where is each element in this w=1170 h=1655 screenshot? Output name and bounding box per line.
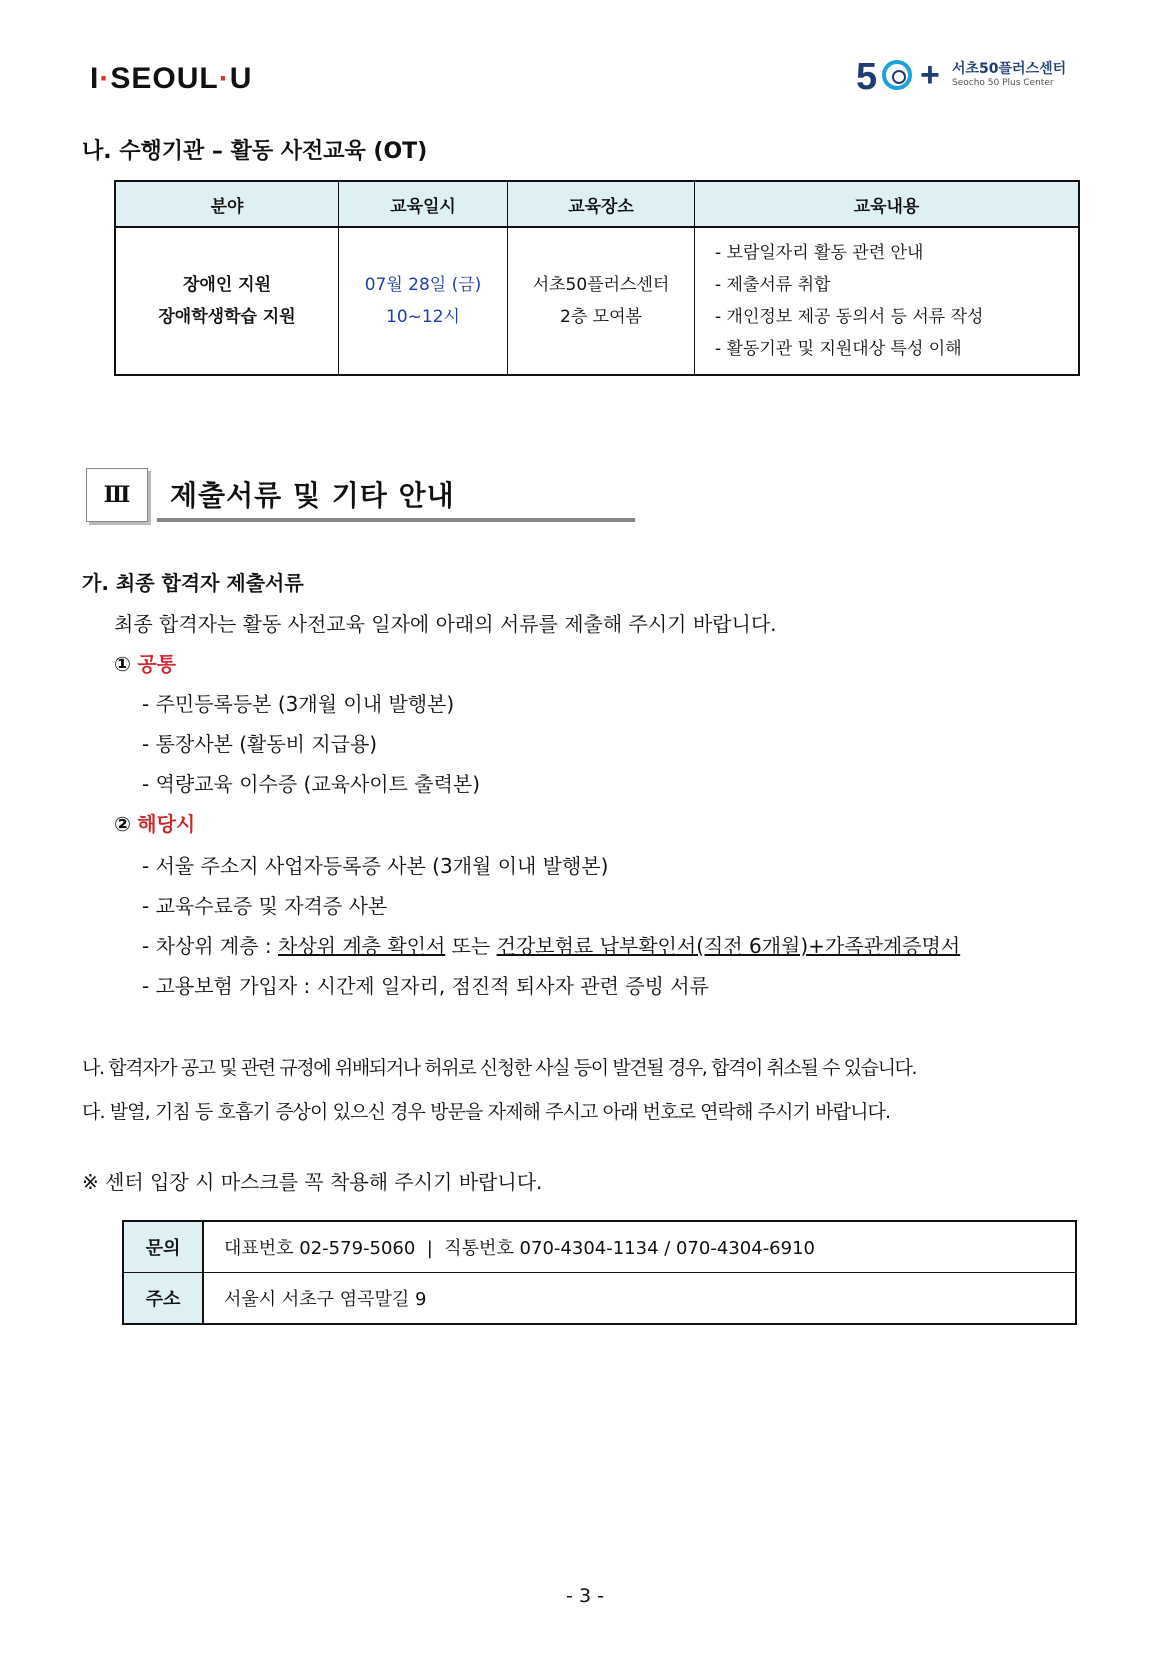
contact-key-inquiry: 문의 (123, 1221, 203, 1273)
section-title-ot: 나. 수행기관 – 활동 사전교육 (OT) (82, 139, 428, 164)
section-underline (157, 518, 635, 522)
col-header-content: 교육내용 (695, 181, 1080, 227)
place-line: 서초50플러스센터 (532, 275, 670, 295)
intro-text: 최종 합격자는 활동 사전교육 일자에 아래의 서류를 제출해 주시기 바랍니다. (114, 612, 777, 636)
item-connector: 또는 (445, 934, 497, 958)
ot-schedule-table (114, 180, 1080, 376)
contact-table (122, 1220, 1077, 1325)
label-text: 공통 (137, 652, 176, 676)
common-label (114, 648, 176, 677)
list-item: - 통장사본 (활동비 지급용) (142, 732, 378, 756)
content-line: - 보람일자리 활동 관련 안내 (715, 243, 924, 263)
seoul-logo (90, 62, 252, 96)
col-header-datetime: 교육일시 (339, 181, 508, 227)
logo-dot: · (99, 62, 111, 95)
underlined-doc: 건강보험료 납부확인서(직전 6개월)+가족관계증명서 (496, 934, 961, 958)
col-header-field: 분야 (115, 181, 339, 227)
subsection-title-final-docs: 가. 최종 합격자 제출서류 (82, 571, 304, 595)
content-line: - 활동기관 및 지원대상 특성 이해 (715, 339, 962, 359)
contact-key-address: 주소 (123, 1273, 203, 1325)
note-c: 다. 발열, 기침 등 호흡기 증상이 있으신 경우 방문을 자제해 주시고 아래 번호로 연락해 주시기 바랍니다. (82, 1101, 891, 1123)
field-line: 장애인 지원 (182, 275, 272, 295)
table-header-row (115, 181, 1079, 227)
contact-value-address: 서울시 서초구 염곡말길 9 (203, 1273, 1076, 1325)
logo-text: I (90, 62, 100, 95)
table-row (123, 1221, 1076, 1273)
logo-text: SEOUL (110, 62, 219, 95)
logo-dot: · (218, 62, 230, 95)
item-prefix: - 차상위 계층 : (142, 934, 278, 958)
section-numeral-box: Ⅲ (86, 468, 148, 522)
label-number: ② (114, 812, 131, 836)
label-text: 해당시 (137, 812, 196, 836)
datetime-line: 10~12시 (386, 307, 460, 327)
datetime-line: 07월 28일 (금) (364, 275, 482, 295)
logo-korean-name: 서초50플러스센터 (952, 61, 1067, 77)
table-row (123, 1273, 1076, 1325)
list-item: - 고용보험 가입자 : 시간제 일자리, 점진적 퇴사자 관련 증빙 서류 (142, 974, 709, 998)
logo-text: U (229, 62, 253, 95)
logo-ring-icon (882, 60, 912, 90)
col-header-place: 교육장소 (508, 181, 695, 227)
applicable-label (114, 808, 195, 837)
logo-english-name: Seocho 50 Plus Center (952, 78, 1054, 88)
field-line: 장애학생학습 지원 (158, 307, 296, 327)
list-item: - 교육수료증 및 자격증 사본 (142, 894, 388, 918)
content-line: - 제출서류 취합 (715, 275, 831, 295)
cell-place (508, 227, 695, 375)
underlined-doc: 차상위 계층 확인서 (278, 934, 446, 958)
logo-number: 5 (856, 56, 878, 98)
contact-value-phone: 대표번호 02-579-5060 | 직통번호 070-4304-1134 / 070-4304-6910 (203, 1221, 1076, 1273)
seocho-50plus-logo (856, 54, 1076, 100)
cell-field (115, 227, 339, 375)
cell-datetime (339, 227, 508, 375)
section-title-documents: 제출서류 및 기타 안내 (170, 479, 455, 512)
content-line: - 개인정보 제공 동의서 등 서류 작성 (715, 307, 984, 327)
logo-plus: + (920, 56, 940, 94)
mask-note: ※ 센터 입장 시 마스크를 꼭 착용해 주시기 바랍니다. (82, 1170, 543, 1194)
list-item: - 서울 주소지 사업자등록증 사본 (3개월 이내 발행본) (142, 854, 609, 878)
note-b: 나. 합격자가 공고 및 관련 규정에 위배되거나 허위로 신청한 사실 등이 발견될 경우, 합격이 취소될 수 있습니다. (82, 1057, 917, 1079)
cell-content (695, 227, 1080, 375)
list-item: - 역량교육 이수증 (교육사이트 출력본) (142, 772, 481, 796)
list-item (142, 930, 960, 959)
place-line: 2층 모여봄 (560, 307, 642, 327)
label-number: ① (114, 652, 131, 676)
table-row (115, 227, 1079, 375)
list-item: - 주민등록등본 (3개월 이내 발행본) (142, 692, 455, 716)
page-number: - 3 - (566, 1585, 604, 1607)
